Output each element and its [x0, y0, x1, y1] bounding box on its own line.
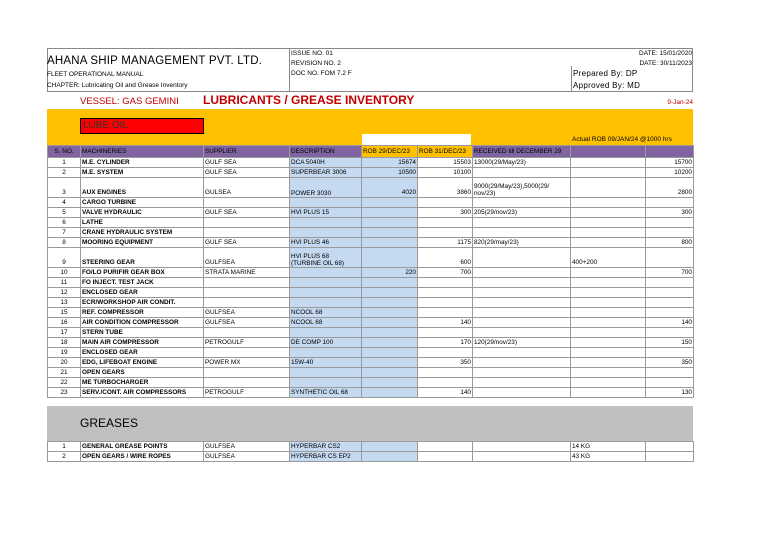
row-rob-29-dec [362, 288, 418, 298]
row-supplier: GULFSEA [204, 308, 290, 318]
revision-no: REVISION NO. 2 [291, 60, 341, 67]
row-machinery: FO INJECT. TEST JACK [81, 278, 204, 288]
row-received [473, 268, 571, 278]
issue-no: ISSUE NO. 01 [291, 50, 333, 57]
row-received [473, 288, 571, 298]
grease-rob-29-dec [362, 452, 418, 462]
row-supplier [204, 278, 290, 288]
row-description [290, 328, 362, 338]
row-description [290, 278, 362, 288]
row-actual-rob: 350 [646, 358, 694, 368]
grease-sno: 2 [48, 452, 81, 462]
doc-no: DOC NO. FOM 7.2 F [291, 70, 352, 77]
row-extra [571, 288, 646, 298]
table-row [48, 318, 694, 328]
row-received [473, 318, 571, 328]
row-rob-29-dec [362, 198, 418, 208]
grease-description: HYPERBAR CS EP2 [290, 452, 362, 462]
row-extra [571, 318, 646, 328]
row-machinery: STEERING GEAR [81, 248, 204, 268]
row-rob-31-dec: 3860 [418, 178, 473, 198]
row-machinery: ENCLOSED GEAR [81, 288, 204, 298]
row-sno: 7 [48, 228, 81, 238]
row-actual-rob [646, 198, 694, 208]
row-rob-29-dec [362, 298, 418, 308]
row-description [290, 198, 362, 208]
table-row [48, 288, 694, 298]
row-received [473, 298, 571, 308]
row-description [290, 348, 362, 358]
row-rob-29-dec [362, 238, 418, 248]
row-rob-31-dec: 700 [418, 268, 473, 278]
row-rob-31-dec [418, 218, 473, 228]
date-1: DATE: 15/01/2020 [639, 50, 692, 57]
inventory-date: 9-Jan-24 [667, 99, 693, 106]
table-row [48, 228, 694, 238]
row-rob-29-dec [362, 328, 418, 338]
row-supplier [204, 298, 290, 308]
row-actual-rob: 300 [646, 208, 694, 218]
row-sno: 10 [48, 268, 81, 278]
row-rob-29-dec [362, 358, 418, 368]
row-machinery: VALVE HYDRAULIC [81, 208, 204, 218]
row-machinery: MAIN AIR COMPRESSOR [81, 338, 204, 348]
grease-rob-29-dec [362, 442, 418, 452]
row-received: 820(29/may/23) [473, 238, 571, 248]
table-row [48, 238, 694, 248]
row-supplier: PETROGULF [204, 338, 290, 348]
row-description [290, 368, 362, 378]
row-rob-31-dec [418, 348, 473, 358]
row-supplier [204, 328, 290, 338]
row-machinery: OPEN GEARS [81, 368, 204, 378]
row-received [473, 368, 571, 378]
row-actual-rob [646, 278, 694, 288]
row-supplier: GULF SEA [204, 238, 290, 248]
row-rob-29-dec [362, 248, 418, 268]
row-description: 15W-40 [290, 358, 362, 368]
row-actual-rob: 15700 [646, 158, 694, 168]
row-actual-rob [646, 288, 694, 298]
table-row [48, 358, 694, 368]
row-machinery: AIR CONDITION COMPRESSOR [81, 318, 204, 328]
row-received [473, 388, 571, 398]
table-row [48, 268, 694, 278]
manual-title: FLEET OPERATIONAL MANUAL [47, 71, 144, 78]
approved-by: Approved By: MD [573, 81, 641, 90]
row-description [290, 228, 362, 238]
row-rob-31-dec: 10100 [418, 168, 473, 178]
row-extra [571, 208, 646, 218]
row-supplier: GULF SEA [204, 168, 290, 178]
row-rob-29-dec [362, 208, 418, 218]
row-sno: 17 [48, 328, 81, 338]
row-extra [571, 268, 646, 278]
chapter-title: CHAPTER: Lubricating Oil and Grease Inventory [47, 82, 188, 89]
col-rob-29-dec: ROB 29/DEC/23 [362, 146, 418, 158]
row-rob-29-dec [362, 338, 418, 348]
row-extra [571, 338, 646, 348]
rob-header-blank [362, 134, 471, 145]
greases-table [47, 441, 694, 462]
row-machinery: STERN TUBE [81, 328, 204, 338]
grease-actual-rob [646, 452, 694, 462]
row-received [473, 228, 571, 238]
row-supplier: GULF SEA [204, 158, 290, 168]
company-name: AHANA SHIP MANAGEMENT PVT. LTD. [47, 55, 263, 67]
row-rob-29-dec [362, 368, 418, 378]
row-extra [571, 358, 646, 368]
row-machinery: CRANE HYDRAULIC SYSTEM [81, 228, 204, 238]
row-rob-31-dec [418, 308, 473, 318]
row-rob-31-dec: 170 [418, 338, 473, 348]
row-supplier [204, 198, 290, 208]
row-description: NCOOL 68 [290, 318, 362, 328]
row-received [473, 358, 571, 368]
row-actual-rob [646, 248, 694, 268]
row-actual-rob [646, 218, 694, 228]
row-sno: 16 [48, 318, 81, 328]
row-machinery: ME TURBOCHARGER [81, 378, 204, 388]
table-row [48, 338, 694, 348]
row-rob-29-dec [362, 308, 418, 318]
row-sno: 3 [48, 178, 81, 198]
col-machineries: MACHINERIES [81, 146, 204, 158]
table-row [48, 308, 694, 318]
row-extra [571, 238, 646, 248]
col-blank-2 [646, 146, 694, 158]
row-supplier: POWER MX [204, 358, 290, 368]
table-row [48, 248, 694, 268]
row-rob-31-dec: 1175 [418, 238, 473, 248]
table-row [48, 378, 694, 388]
row-description [290, 288, 362, 298]
row-rob-31-dec [418, 368, 473, 378]
grease-received [473, 452, 571, 462]
prepared-by: Prepared By: DP [573, 69, 638, 78]
col-rob-31-dec: ROB 31/DEC/23 [418, 146, 473, 158]
row-extra [571, 178, 646, 198]
row-sno: 21 [48, 368, 81, 378]
row-supplier: GULF SEA [204, 208, 290, 218]
grease-quantity: 43 KG [571, 452, 646, 462]
row-sno: 2 [48, 168, 81, 178]
row-actual-rob: 150 [646, 338, 694, 348]
row-description [290, 298, 362, 308]
row-description: DCA 5040H [290, 158, 362, 168]
row-extra [571, 298, 646, 308]
grease-received [473, 442, 571, 452]
row-machinery: AUX ENGINES [81, 178, 204, 198]
grease-quantity: 14 KG [571, 442, 646, 452]
row-description [290, 218, 362, 228]
row-sno: 1 [48, 158, 81, 168]
row-actual-rob [646, 298, 694, 308]
row-machinery: MOORING EQUIPMENT [81, 238, 204, 248]
row-rob-31-dec: 140 [418, 318, 473, 328]
row-rob-29-dec [362, 278, 418, 288]
table-row [48, 298, 694, 308]
row-actual-rob [646, 308, 694, 318]
row-received: 9000(29/May/23),5000(29/ nov/23) [473, 178, 571, 198]
row-supplier [204, 348, 290, 358]
row-rob-29-dec [362, 388, 418, 398]
row-actual-rob [646, 368, 694, 378]
header-divider-mid [289, 48, 290, 92]
row-supplier [204, 368, 290, 378]
row-received [473, 198, 571, 208]
row-sno: 12 [48, 288, 81, 298]
row-actual-rob: 700 [646, 268, 694, 278]
row-description [290, 378, 362, 388]
row-actual-rob: 140 [646, 318, 694, 328]
row-sno: 11 [48, 278, 81, 288]
row-sno: 5 [48, 208, 81, 218]
row-actual-rob [646, 328, 694, 338]
row-rob-31-dec: 140 [418, 388, 473, 398]
row-rob-29-dec: 220 [362, 268, 418, 278]
table-row [48, 158, 694, 168]
row-description: DE COMP 100 [290, 338, 362, 348]
row-machinery: REF. COMPRESSOR [81, 308, 204, 318]
grease-rob-31-dec [418, 442, 473, 452]
row-machinery: ENCLOSED GEAR [81, 348, 204, 358]
row-extra [571, 158, 646, 168]
date-2: DATE: 30/11/2023 [639, 60, 692, 67]
table-row [48, 368, 694, 378]
row-sno: 8 [48, 238, 81, 248]
grease-actual-rob [646, 442, 694, 452]
row-actual-rob [646, 228, 694, 238]
row-description: POWER 3030 [290, 178, 362, 198]
row-rob-29-dec [362, 378, 418, 388]
row-extra [571, 278, 646, 288]
row-extra: 400+200 [571, 248, 646, 268]
row-rob-29-dec: 15674 [362, 158, 418, 168]
row-supplier [204, 218, 290, 228]
col-sno: S. NO. [48, 146, 81, 158]
row-sno: 18 [48, 338, 81, 348]
row-rob-31-dec: 600 [418, 248, 473, 268]
row-rob-31-dec [418, 288, 473, 298]
row-machinery: M.E. CYLINDER [81, 158, 204, 168]
row-supplier [204, 378, 290, 388]
row-rob-29-dec [362, 228, 418, 238]
greases-banner [47, 406, 693, 441]
row-received [473, 278, 571, 288]
row-machinery: LATHE [81, 218, 204, 228]
row-supplier [204, 228, 290, 238]
row-rob-29-dec: 10500 [362, 168, 418, 178]
header-divider-right [571, 66, 572, 92]
row-rob-31-dec [418, 278, 473, 288]
row-received [473, 218, 571, 228]
row-rob-31-dec: 350 [418, 358, 473, 368]
row-supplier: GULSEA [204, 178, 290, 198]
row-description [290, 268, 362, 278]
row-machinery: ECR/WORKSHOP AIR CONDIT. [81, 298, 204, 308]
table-row [48, 178, 694, 198]
row-machinery: SERV./CONT. AIR COMPRESSORS [81, 388, 204, 398]
row-supplier [204, 288, 290, 298]
row-extra [571, 308, 646, 318]
row-sno: 6 [48, 218, 81, 228]
row-extra [571, 198, 646, 208]
row-rob-31-dec [418, 228, 473, 238]
row-supplier: GULFSEA [204, 318, 290, 328]
row-sno: 23 [48, 388, 81, 398]
grease-point: OPEN GEARS / WIRE ROPES [81, 452, 204, 462]
row-received: 120(29/nov/23) [473, 338, 571, 348]
lube-oil-table [47, 145, 694, 398]
row-rob-29-dec: 4020 [362, 178, 418, 198]
table-row [48, 278, 694, 288]
col-supplier: SUPPLIER [204, 146, 290, 158]
row-sno: 4 [48, 198, 81, 208]
row-supplier: PETROGULF [204, 388, 290, 398]
row-actual-rob: 2800 [646, 178, 694, 198]
grease-supplier: GULFSEA [204, 452, 290, 462]
inventory-title: LUBRICANTS / GREASE INVENTORY [203, 93, 415, 107]
vessel-name: VESSEL: GAS GEMINI [80, 96, 179, 107]
row-received [473, 328, 571, 338]
col-received: RECEIVED till DECEMBER 29 [473, 146, 571, 158]
row-rob-29-dec [362, 318, 418, 328]
col-description: DESCRIPTION [290, 146, 362, 158]
row-received [473, 168, 571, 178]
grease-rob-31-dec [418, 452, 473, 462]
col-blank-1 [571, 146, 646, 158]
row-actual-rob: 130 [646, 388, 694, 398]
row-extra [571, 378, 646, 388]
row-description: SUPERBEAR 3006 [290, 168, 362, 178]
row-description: NCOOL 68 [290, 308, 362, 318]
row-received [473, 348, 571, 358]
row-description: HVI PLUS 68 (TURBINE OIL 68) [290, 248, 362, 268]
row-received: 205(29/nov/23) [473, 208, 571, 218]
row-extra [571, 388, 646, 398]
row-rob-31-dec: 15503 [418, 158, 473, 168]
row-received [473, 378, 571, 388]
table-header-row [48, 146, 694, 158]
row-received: 13000(29/May/23) [473, 158, 571, 168]
row-supplier: GULFSEA [204, 248, 290, 268]
grease-sno: 1 [48, 442, 81, 452]
row-machinery: CARGO TURBINE [81, 198, 204, 208]
row-machinery: FO/LO PURIFIR GEAR BOX [81, 268, 204, 278]
table-row [48, 198, 694, 208]
row-sno: 15 [48, 308, 81, 318]
table-row [48, 218, 694, 228]
table-row [48, 208, 694, 218]
row-rob-29-dec [362, 348, 418, 358]
row-rob-31-dec [418, 378, 473, 388]
grease-row [48, 452, 694, 462]
row-rob-31-dec [418, 198, 473, 208]
row-actual-rob [646, 348, 694, 358]
row-received [473, 308, 571, 318]
row-description: HVI PLUS 46 [290, 238, 362, 248]
row-extra [571, 368, 646, 378]
row-sno: 22 [48, 378, 81, 388]
row-rob-31-dec [418, 328, 473, 338]
table-row [48, 388, 694, 398]
row-actual-rob: 10200 [646, 168, 694, 178]
grease-description: HYPERBAR CS2 [290, 442, 362, 452]
row-extra [571, 228, 646, 238]
row-machinery: EDG, LIFEBOAT ENGINE [81, 358, 204, 368]
row-extra [571, 328, 646, 338]
grease-point: GENERAL GREASE POINTS [81, 442, 204, 452]
table-row [48, 348, 694, 358]
row-rob-31-dec [418, 298, 473, 308]
row-actual-rob [646, 378, 694, 388]
row-rob-29-dec [362, 218, 418, 228]
greases-label: GREASES [80, 416, 139, 430]
row-description: HVI PLUS 15 [290, 208, 362, 218]
grease-row [48, 442, 694, 452]
row-sno: 13 [48, 298, 81, 308]
row-received [473, 248, 571, 268]
row-sno: 9 [48, 248, 81, 268]
grease-supplier: GULFSEA [204, 442, 290, 452]
row-description: SYNTHETIC OIL 68 [290, 388, 362, 398]
row-supplier: STRATA MARINE [204, 268, 290, 278]
table-row [48, 168, 694, 178]
row-extra [571, 348, 646, 358]
row-sno: 19 [48, 348, 81, 358]
row-machinery: M.E. SYSTEM [81, 168, 204, 178]
row-sno: 20 [48, 358, 81, 368]
row-actual-rob: 800 [646, 238, 694, 248]
table-row [48, 328, 694, 338]
lube-oil-label: LUBE OIL [80, 118, 204, 134]
row-extra [571, 218, 646, 228]
row-extra [571, 168, 646, 178]
row-rob-31-dec: 300 [418, 208, 473, 218]
actual-rob-label: Actual ROB 09/JAN/24 @1000 hrs [572, 136, 672, 143]
